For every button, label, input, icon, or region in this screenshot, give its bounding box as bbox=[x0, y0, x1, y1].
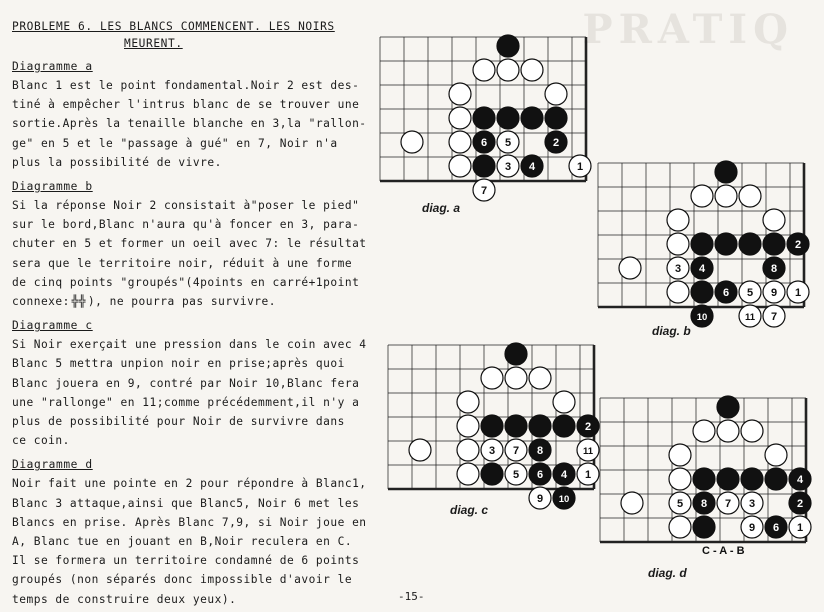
move-number: 1 bbox=[796, 522, 804, 534]
move-number: 6 bbox=[536, 469, 544, 481]
move-number: 9 bbox=[536, 493, 544, 505]
white-stone bbox=[669, 444, 691, 466]
diagram-caption: diag. c bbox=[450, 503, 489, 517]
edge-label: C - A - B bbox=[702, 545, 745, 557]
black-stone bbox=[693, 468, 715, 490]
move-number: 11 bbox=[744, 312, 756, 323]
black-stone bbox=[473, 107, 495, 129]
diagram-caption: diag. b bbox=[652, 324, 691, 338]
move-number: 9 bbox=[770, 287, 778, 299]
black-stone bbox=[473, 155, 495, 177]
text-line: sortie.Après la tenaille blanche en 3,la "rallon- bbox=[12, 117, 367, 131]
white-stone bbox=[505, 367, 527, 389]
white-stone bbox=[693, 420, 715, 442]
move-number: 2 bbox=[794, 239, 802, 251]
white-stone bbox=[741, 420, 763, 442]
diagram-caption: diag. d bbox=[648, 566, 687, 580]
black-stone bbox=[715, 233, 737, 255]
move-number: 6 bbox=[772, 522, 780, 534]
text-fragment: connexe: bbox=[12, 295, 70, 309]
white-stone bbox=[457, 415, 479, 437]
black-stone bbox=[481, 415, 503, 437]
text-line: ce coin. bbox=[12, 434, 70, 448]
black-stone bbox=[497, 107, 519, 129]
move-number: 9 bbox=[748, 522, 756, 534]
black-stone bbox=[553, 415, 575, 437]
text-line: ge" en 5 et le "passage à gué" en 7, Noir n'a bbox=[12, 136, 338, 150]
white-stone bbox=[715, 185, 737, 207]
move-number: 4 bbox=[528, 161, 536, 173]
white-stone bbox=[667, 209, 689, 231]
white-stone bbox=[457, 439, 479, 461]
black-stone bbox=[521, 107, 543, 129]
white-stone bbox=[401, 131, 423, 153]
text-line: chuter en 5 et former un oeil avec 7: le résultat bbox=[12, 237, 367, 251]
white-stone bbox=[521, 59, 543, 81]
diagram-caption: diag. a bbox=[422, 201, 461, 215]
white-stone bbox=[457, 463, 479, 485]
white-stone bbox=[449, 131, 471, 153]
white-stone bbox=[553, 391, 575, 413]
section-heading: Diagramme c bbox=[12, 319, 93, 333]
text-line: Si la réponse Noir 2 consistait à"poser le pied" bbox=[12, 199, 360, 213]
move-number: 8 bbox=[536, 445, 544, 457]
section-heading: Diagramme a bbox=[12, 60, 93, 73]
page-number: -15- bbox=[398, 590, 425, 603]
black-stone bbox=[739, 233, 761, 255]
white-stone bbox=[669, 468, 691, 490]
move-number: 5 bbox=[746, 287, 754, 299]
text-line: Blanc 1 est le point fondamental.Noir 2 est des- bbox=[12, 79, 360, 92]
black-stone bbox=[717, 396, 739, 418]
white-stone bbox=[497, 59, 519, 81]
white-stone bbox=[529, 367, 551, 389]
black-stone bbox=[545, 107, 567, 129]
shape-symbol: ╬╬ bbox=[71, 295, 87, 309]
move-number: 10 bbox=[696, 312, 708, 323]
move-number: 3 bbox=[748, 498, 756, 510]
move-number: 4 bbox=[796, 474, 804, 486]
move-number: 7 bbox=[512, 445, 520, 457]
text-line: de cinq points "groupés"(4points en carré+1point bbox=[12, 275, 360, 289]
move-number: 3 bbox=[488, 445, 496, 457]
move-number: 10 bbox=[558, 494, 570, 505]
move-number: 7 bbox=[480, 185, 488, 197]
section-heading: Diagramme b bbox=[12, 180, 93, 194]
white-stone bbox=[739, 185, 761, 207]
white-stone bbox=[765, 444, 787, 466]
text-line: groupés (non séparés donc impossible d'avoir le bbox=[12, 573, 353, 587]
move-number: 2 bbox=[796, 498, 804, 510]
text-line: sur le bord,Blanc n'aura qu'à foncer en 3, para- bbox=[12, 218, 360, 232]
move-number: 3 bbox=[504, 161, 512, 173]
black-stone bbox=[693, 516, 715, 538]
move-number: 1 bbox=[584, 469, 592, 481]
white-stone bbox=[619, 257, 641, 279]
text-line: Il se formera un territoire condamné de 6 points bbox=[12, 554, 360, 568]
black-stone bbox=[765, 468, 787, 490]
white-stone bbox=[409, 439, 431, 461]
text-line: sera que le territoire noir, réduit à une forme bbox=[12, 256, 353, 270]
black-stone bbox=[529, 415, 551, 437]
move-number: 5 bbox=[504, 137, 512, 149]
black-stone bbox=[715, 161, 737, 183]
white-stone bbox=[481, 367, 503, 389]
move-number: 3 bbox=[674, 263, 682, 275]
move-number: 2 bbox=[552, 137, 560, 149]
white-stone bbox=[763, 209, 785, 231]
move-number: 6 bbox=[722, 287, 730, 299]
move-number: 7 bbox=[770, 311, 778, 323]
white-stone bbox=[545, 83, 567, 105]
move-number: 4 bbox=[560, 469, 568, 481]
white-stone bbox=[621, 492, 643, 514]
white-stone bbox=[717, 420, 739, 442]
white-stone bbox=[449, 83, 471, 105]
text-line: Si Noir exerçait une pression dans le coin avec 4 bbox=[12, 338, 367, 352]
text-line: A, Blanc tue en jouant en B,Noir reculera en C. bbox=[12, 535, 353, 549]
move-number: 11 bbox=[582, 446, 594, 457]
white-stone bbox=[667, 281, 689, 303]
move-number: 7 bbox=[724, 498, 732, 510]
black-stone bbox=[717, 468, 739, 490]
move-number: 8 bbox=[770, 263, 778, 275]
white-stone bbox=[449, 155, 471, 177]
move-number: 5 bbox=[676, 498, 684, 510]
move-number: 6 bbox=[480, 137, 488, 149]
black-stone bbox=[741, 468, 763, 490]
text-line: Blanc 5 mettra unpion noir en prise;après quoi bbox=[12, 357, 345, 371]
move-number: 1 bbox=[576, 161, 584, 173]
problem-title-cont: MEURENT. bbox=[124, 37, 183, 50]
text-line: une "rallonge" en 11;comme précédemment,il n'y a bbox=[12, 395, 360, 409]
white-stone bbox=[457, 391, 479, 413]
white-stone bbox=[669, 516, 691, 538]
black-stone bbox=[497, 35, 519, 57]
section-heading: Diagramme d bbox=[12, 458, 93, 472]
black-stone bbox=[481, 463, 503, 485]
text-line: Blanc jouera en 9, contré par Noir 10,Blanc fera bbox=[12, 376, 360, 390]
text-line: tiné à empêcher l'intrus blanc de se trouver une bbox=[12, 98, 360, 112]
bleed-through-text: PRATIQ bbox=[582, 6, 794, 53]
white-stone bbox=[449, 107, 471, 129]
black-stone bbox=[763, 233, 785, 255]
text-line: temps de construire deux yeux). bbox=[12, 592, 237, 606]
black-stone bbox=[691, 281, 713, 303]
white-stone bbox=[691, 185, 713, 207]
black-stone bbox=[505, 343, 527, 365]
text-line: Blanc 3 attaque,ainsi que Blanc5, Noir 6 met les bbox=[12, 496, 360, 510]
text-fragment: ), ne pourra pas survivre. bbox=[87, 295, 277, 309]
problem-title: PROBLEME 6. LES BLANCS COMMENCENT. LES NOIRS bbox=[12, 20, 335, 33]
black-stone bbox=[505, 415, 527, 437]
move-number: 8 bbox=[700, 498, 708, 510]
black-stone bbox=[691, 233, 713, 255]
white-stone bbox=[667, 233, 689, 255]
move-number: 1 bbox=[794, 287, 802, 299]
move-number: 2 bbox=[584, 421, 592, 433]
text-line: plus la possibilité de vivre. bbox=[12, 155, 222, 169]
white-stone bbox=[473, 59, 495, 81]
move-number: 5 bbox=[512, 469, 520, 481]
move-number: 4 bbox=[698, 263, 706, 275]
text-line: Blancs en prise. Après Blanc 7,9, si Noir joue en bbox=[12, 515, 367, 529]
text-line: Noir fait une pointe en 2 pour répondre à Blanc1, bbox=[12, 477, 367, 491]
text-line: plus de possibilité pour Noir de survivre dans bbox=[12, 415, 345, 429]
